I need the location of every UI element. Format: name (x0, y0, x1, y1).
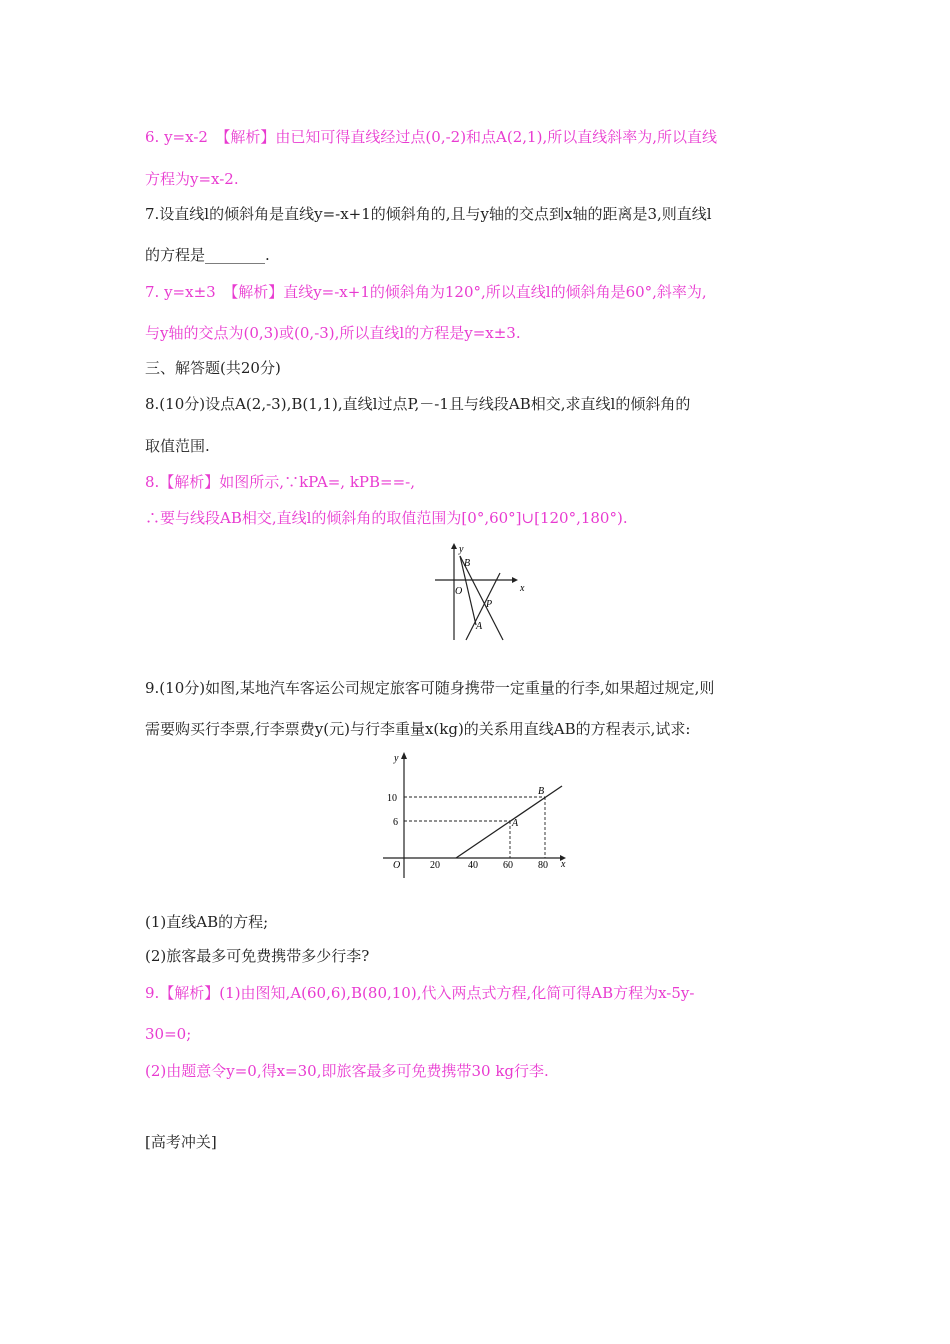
x-tick-20: 20 (430, 860, 440, 871)
question-8-line-1: 8.(10分)设点A(2,-3),B(1,1),直线l过点P,－-1且与线段AB相交,求直线l的倾斜角的 (145, 395, 691, 413)
answer-9-line-3: (2)由题意令y=0,得x=30,即旅客最多可免费携带30 kg行李. (145, 1062, 549, 1080)
label-o: O (393, 860, 401, 871)
label-x: x (520, 583, 525, 594)
section-footer-heading: [高考冲关] (145, 1133, 217, 1151)
answer-6-line-2: 方程为y=x-2. (145, 170, 239, 188)
x-tick-80: 80 (538, 860, 548, 871)
figure-8-diagram (430, 540, 530, 645)
answer-8-line-2: ∴要与线段AB相交,直线l的倾斜角的取值范围为[0°,60°]∪[120°,180°). (145, 509, 628, 527)
label-y: y (459, 544, 464, 555)
question-8-line-2: 取值范围. (145, 437, 210, 455)
answer-9-line-1: 9.【解析】(1)由图知,A(60,6),B(80,10),代入两点式方程,化简可得AB方程为x-5y- (145, 984, 695, 1002)
question-7-line-1: 7.设直线l的倾斜角是直线y=-x+1的倾斜角的,且与y轴的交点到x轴的距离是3,则直线l (145, 205, 712, 223)
label-a: A (476, 621, 483, 632)
figure-9-graph (380, 750, 570, 880)
label-a: A (512, 818, 519, 829)
y-axis-arrow (451, 543, 457, 549)
answer-7-line-1: 7. y=x±3 【解析】直线y=-x+1的倾斜角为120°,所以直线l的倾斜角是60°,斜率为, (145, 283, 707, 301)
answer-7-line-2: 与y轴的交点为(0,3)或(0,-3),所以直线l的方程是y=x±3. (145, 324, 521, 342)
x-tick-40: 40 (468, 860, 478, 871)
label-x: x (561, 859, 566, 870)
label-p: P (486, 599, 493, 610)
subquestion-1: (1)直线AB的方程; (145, 913, 269, 931)
answer-6-line-1: 6. y=x-2 【解析】由已知可得直线经过点(0,-2)和点A(2,1),所以直线斜率为,所以直线 (145, 128, 717, 146)
y-tick-10: 10 (387, 793, 397, 804)
answer-8-line-1: 8.【解析】如图所示,∵kPA=, kPB==-, (145, 473, 416, 491)
x-axis-arrow (512, 577, 518, 583)
y-axis-arrow (401, 752, 407, 759)
label-o: O (455, 586, 463, 597)
question-9-line-1: 9.(10分)如图,某地汽车客运公司规定旅客可随身携带一定重量的行李,如果超过规定,则 (145, 679, 715, 697)
label-y: y (394, 753, 399, 764)
subquestion-2: (2)旅客最多可免费携带多少行李? (145, 947, 370, 965)
answer-9-line-2: 30=0; (145, 1025, 192, 1043)
label-b: B (538, 786, 545, 797)
question-9-line-2: 需要购买行李票,行李票费y(元)与行李重量x(kg)的关系用直线AB的方程表示,试求: (145, 720, 691, 738)
section-heading: 三、解答题(共20分) (145, 359, 281, 377)
label-b: B (464, 558, 471, 569)
x-tick-60: 60 (503, 860, 513, 871)
y-tick-6: 6 (393, 817, 398, 828)
question-7-line-2: 的方程是________. (145, 246, 270, 264)
